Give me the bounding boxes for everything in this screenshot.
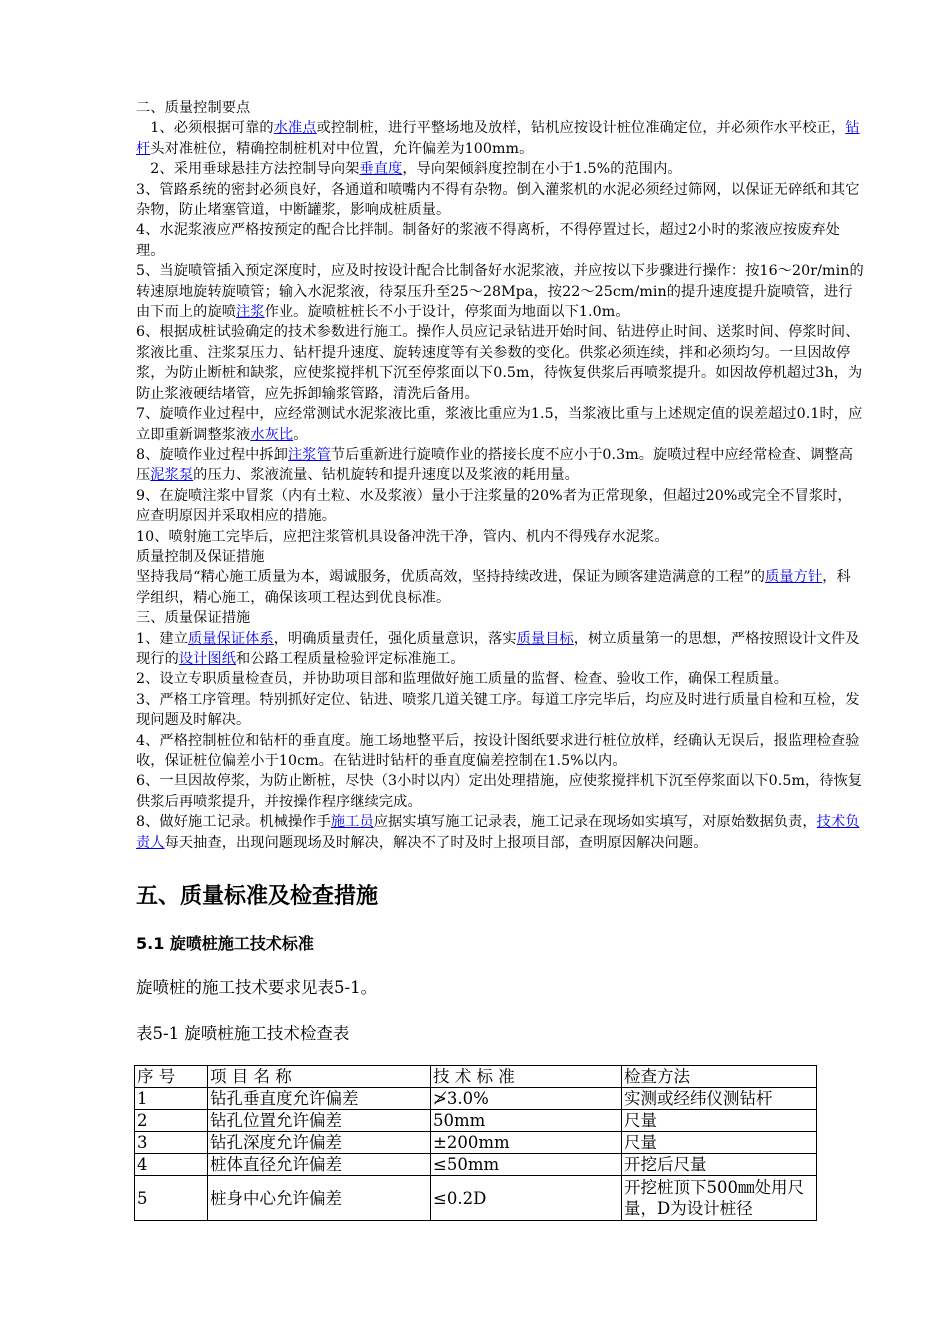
qc-item-1: 1、必须根据可靠的水准点或控制桩，进行平整场地及放样，钻机应按设计桩位准确定位，并必须作水平校正，钻杆头对准桩位，精确控制桩机对中位置，允许偏差为100mm。 (136, 120, 860, 157)
table-header-cell: 序 号 (135, 1066, 208, 1088)
table-header-cell: 检查方法 (622, 1066, 817, 1088)
spec-table (134, 1065, 817, 1221)
section3-heading: 三、质量保证措施 (136, 610, 251, 627)
table-row (135, 1110, 817, 1132)
qc-item-6: 6、根据成桩试验确定的技术参数进行施工。操作人员应记录钻进开始时间、钻进停止时间、送浆时间、停浆时间、浆液比重、注浆泵压力、钻杆提升速度、旋转速度等有关参数的变化。供浆必须连续，拌和必须均匀。一旦因故停浆，为防止断桩和缺浆，应使浆搅拌机下沉至停浆面以下0.5m，待恢复供浆后再喷浆提升。如因故停机超过3h，为防止浆液硬结堵管，应先拆卸输浆管路，清洗后备用。 (136, 324, 863, 402)
table-header-cell: 项 目 名 称 (208, 1066, 431, 1088)
qc-item-10: 10、喷射施工完毕后，应把注浆管机具设备冲洗干净，管内、机内不得残存水泥浆。 (136, 528, 669, 545)
table-cell: 钻孔位置允许偏差 (208, 1110, 431, 1132)
qa-item-1: 1、建立质量保证体系，明确质量责任，强化质量意识，落实质量目标，树立质量第一的思想，严格按照设计文件及现行的设计图纸和公路工程质量检验评定标准施工。 (136, 630, 860, 667)
table-cell: ±200mm (431, 1132, 622, 1154)
link-zhangan[interactable]: 钻杆 (136, 120, 860, 157)
link-nijiangbeng[interactable]: 泥浆泵 (150, 467, 194, 484)
table-cell: 开挖后尺量 (622, 1154, 817, 1176)
link-chuizhidu[interactable]: 垂直度 (359, 161, 403, 178)
qa-item-6: 6、一旦因故停浆，为防止断桩，尽快（3小时以内）定出处理措施，应使浆搅拌机下沉至停浆面以下0.5m，待恢复供浆后再喷浆提升，并按操作程序继续完成。 (136, 773, 863, 810)
qc-item-5: 5、当旋喷管插入预定深度时，应及时按设计配合比制备好水泥浆液，并应按以下步骤进行操作：按16～20r/min的转速原地旋转旋喷管；输入水泥浆液，待泵压升至25～28Mpa，按22～25cm/min的提升速度提升旋喷管，进行由下而上的旋喷注浆作业。旋喷桩桩长不小于设计，停浆面为地面以下1.0m。 (136, 263, 864, 321)
qa-item-2: 2、设立专职质量检查员，并协助项目部和监理做好施工质量的监督、检查、验收工作，确保工程质量。 (136, 671, 789, 688)
table-cell: 1 (135, 1088, 208, 1110)
table-header-row (135, 1066, 817, 1088)
table-caption: 表5-1 旋喷桩施工技术检查表 (136, 1024, 350, 1044)
link-shejitu[interactable]: 设计图纸 (178, 650, 237, 667)
table-cell: 钻孔深度允许偏差 (208, 1132, 431, 1154)
table-cell: 3 (135, 1132, 208, 1154)
table-cell: 4 (135, 1154, 208, 1176)
table-cell: ≤0.2D (431, 1176, 622, 1221)
link-zhujiang[interactable]: 注浆 (236, 304, 265, 321)
table-intro: 旋喷桩的施工技术要求见表5-1。 (136, 978, 378, 998)
qc-item-3: 3、管路系统的密封必须良好，各通道和喷嘴内不得有杂物。倒入灌浆机的水泥必须经过筛网，以保证无碎纸和其它杂物，防止堵塞管道，中断罐浆，影响成桩质量。 (136, 181, 860, 219)
section5-heading: 五、质量标准及检查措施 (136, 884, 379, 910)
table-row (135, 1132, 817, 1154)
table-cell: 实测或经纬仪测钻杆 (622, 1088, 817, 1110)
table-cell: ≤50mm (431, 1154, 622, 1176)
table-cell: 桩身中心允许偏差 (208, 1176, 431, 1221)
link-shigongyuan[interactable]: 施工员 (330, 814, 374, 831)
quality-policy-paragraph: 坚持我局“精心施工质量为本，竭诚服务，优质高效，坚持持续改进，保证为顾客建造满意的工程”的质量方针，科学组织，精心施工，确保该项工程达到优良标准。 (136, 569, 851, 606)
link-zhiliangbaozhengtixi[interactable]: 质量保证体系 (188, 630, 274, 647)
table-cell: ≯3.0% (431, 1088, 622, 1110)
table-cell: 5 (135, 1176, 208, 1221)
table-cell: 开挖桩顶下500㎜处用尺量，D为设计桩径 (622, 1176, 817, 1221)
link-zhiliangfangzhen[interactable]: 质量方针 (765, 569, 823, 586)
document-page (136, 98, 864, 1045)
qa-item-4: 4、严格控制桩位和钻杆的垂直度。施工场地整平后，按设计图纸要求进行桩位放样，经确认无误后，报监理检查验收，保证桩位偏差小于10cm。在钻进时钻杆的垂直度偏差控制在1.5%以内。 (136, 732, 860, 769)
qc-heading: 质量控制及保证措施 (136, 548, 265, 565)
qc-item-7: 7、旋喷作业过程中，应经常测试水泥浆液比重，浆液比重应为1.5，当浆液比重与上述规定值的误差超过0.1时，应立即重新调整浆液水灰比。 (136, 406, 863, 443)
subsection-5-1-heading: 5.1 旋喷桩施工技术标准 (136, 934, 314, 954)
link-zhujiangguan[interactable]: 注浆管 (288, 446, 331, 463)
link-zhiliangmubiao[interactable]: 质量目标 (516, 630, 574, 647)
link-jishufuzeren[interactable]: 技术负责人 (136, 814, 860, 851)
link-shuizhundian[interactable]: 水准点 (273, 120, 317, 137)
qa-item-3: 3、严格工序管理。特别抓好定位、钻进、喷浆几道关键工序。每道工序完毕后，均应及时进行质量自检和互检，发现问题及时解决。 (136, 691, 860, 729)
section2-heading: 二、质量控制要点 (136, 100, 251, 116)
table-row (135, 1154, 817, 1176)
qc-item-9: 9、在旋喷注浆中冒浆（内有土粒、水及浆液）量小于注浆量的20%者为正常现象，但超过20%或完全不冒浆时，应查明原因并采取相应的措施。 (136, 487, 852, 525)
qc-item-8: 8、旋喷作业过程中拆卸注浆管节后重新进行旋喷作业的搭接长度不应小于0.3m。旋喷过程中应经常检查、调整高压泥浆泵的压力、浆液流量、钻机旋转和提升速度以及浆液的耗用量。 (136, 446, 854, 484)
qc-item-2: 2、采用垂球悬挂方法控制导向架垂直度，导向架倾斜度控制在小于1.5%的范围内。 (150, 161, 682, 178)
table-header-cell: 技 术 标 准 (431, 1066, 622, 1088)
table-cell: 桩体直径允许偏差 (208, 1154, 431, 1176)
table-cell: 钻孔垂直度允许偏差 (208, 1088, 431, 1110)
table-cell: 2 (135, 1110, 208, 1132)
table-cell: 50mm (431, 1110, 622, 1132)
table-row (135, 1088, 817, 1110)
qc-item-4: 4、水泥浆液应严格按预定的配合比拌制。制备好的浆液不得离析，不得停置过长，超过2小时的浆液应按废弃处理。 (136, 222, 841, 259)
table-cell: 尺量 (622, 1110, 817, 1132)
link-shuihuibi[interactable]: 水灰比 (250, 426, 294, 443)
table-row (135, 1176, 817, 1221)
qa-item-8: 8、做好施工记录。机械操作手施工员应据实填写施工记录表，施工记录在现场如实填写，对原始数据负责，技术负责人每天抽查，出现问题现场及时解决，解决不了时及时上报项目部，查明原因解决问题。 (136, 814, 860, 851)
table-cell: 尺量 (622, 1132, 817, 1154)
